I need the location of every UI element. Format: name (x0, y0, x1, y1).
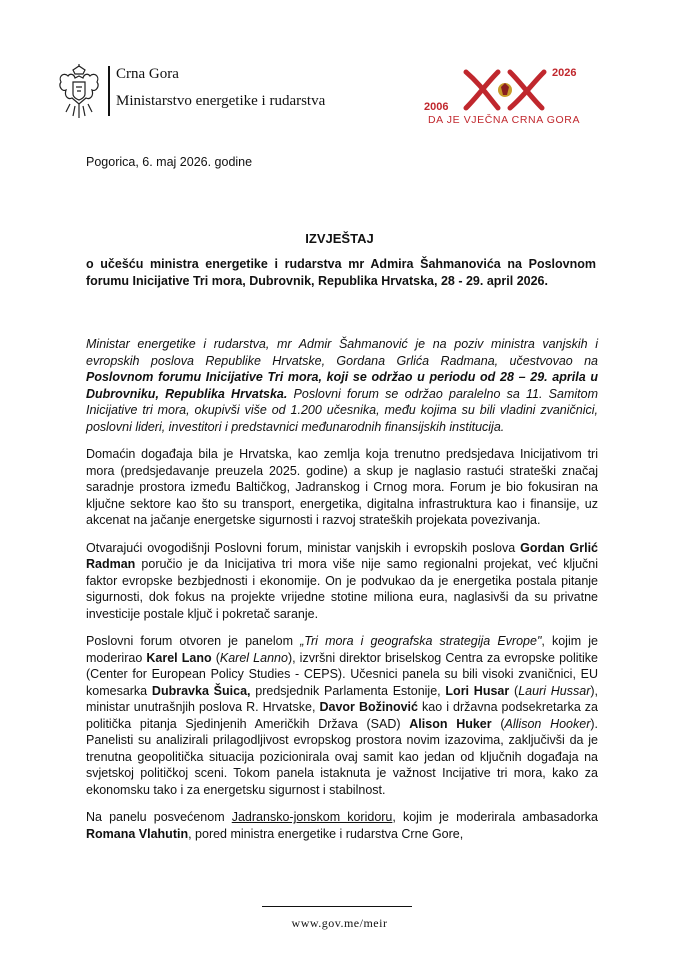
montenegro-coat-of-arms-icon (56, 64, 102, 122)
p4-t11: ( (509, 683, 519, 698)
document-subtitle: o učešću ministra energetike i rudarstva mr Admira Šahmanovića na Poslovnom forumu Inicijative Tri mora, Dubrovnik, Republika Hrvatska, 28 - 29. april 2026. (86, 257, 596, 288)
p4-name-lanno: Karel Lanno (219, 650, 288, 665)
p5-corridor-underlined: Jadransko-jonskom koridoru (231, 810, 393, 824)
p4-t5: ( (211, 650, 220, 665)
p5-text-a: Na panelu posvećenom (86, 810, 232, 824)
header-divider (108, 66, 110, 116)
paragraph-4 (86, 633, 598, 798)
p5-name-vlahutin: Romana Vlahutin (86, 826, 189, 841)
p4-t1: Poslovni forum otvoren je panelom (86, 634, 301, 648)
document-body (86, 336, 598, 853)
p4-t19: ). Panelisti su analizirali prilagodljivost evropskog prostora novim izazovima, zaključivši da je trenutna geopolitička situacija pozicionirala ovaj samit kao jedan od ključnih događaja na svjetskoj političkoj sceni. Tokom panela istaknuta je važnost Incijative tri mora, kako za ekonomsku tako i za energetsku sigurnost i stabilnost. (86, 716, 599, 797)
p4-name-hussar: Lauri Hussar (518, 683, 591, 698)
p4-t7: ), izvršni direktor briselskog Centra za evropske politike (Center for European Policy Studies - CEPS). Učesnici panela su bili visoki zvaničnici, EU komesarka (86, 650, 599, 698)
p4-t15: kao i državna podsekretarka za politička pitanja Sjedinjenih Američkih Država (SAD) (86, 700, 599, 731)
p4-name-suica: Dubravka Šuica, (151, 683, 251, 698)
p5-text-e: , pored ministra energetike i rudarstva Crne Gore, (188, 826, 464, 841)
p1-text-a: Ministar energetike i rudarstva, mr Admir Šahmanović je na poziv ministra vanjskih i evropskih poslova Republike Hrvatske, Gordana Grlića Radmana, učestvovao na (86, 337, 598, 368)
p4-name-husar: Lori Husar (445, 683, 510, 698)
p1-text-bold: Poslovnom forumu Inicijative Tri mora, koji se održao u periodu od 28 – 29. aprila u Dubrovniku, Republika Hrvatska. (86, 370, 598, 401)
p4-t9: predsjednik Parlamenta Estonije, (250, 683, 446, 698)
p4-t17: ( (491, 716, 505, 731)
p4-name-huker: Alison Huker (409, 716, 492, 731)
p3-text-a: Otvarajući ovogodišnji Poslovni forum, ministar vanjskih i evropskih poslova (86, 540, 521, 555)
paragraph-1 (86, 336, 598, 435)
document-title: IZVJEŠTAJ (305, 231, 374, 246)
p3-name-bold: Gordan Grlić Radman (86, 540, 599, 571)
p1-text-c: Poslovni forum se održao paralelno sa 11. Samitom Inicijative tri mora, okupivši više od 1.200 učesnika, među kojima su bili vladini zvaničnici, poslovni lideri, investitori i predstavnici međunarodnih finansijskih institucija. (86, 386, 598, 434)
footer-url[interactable]: www.gov.me/meir (291, 916, 388, 930)
p4-panel-title: „Tri mora i geografska strategija Evrope" (300, 634, 542, 648)
p3-text-c: poručio je da Inicijativa tri mora više nije samo regionalni projekat, već ključni faktor evropske bezbjednosti i ekonomije. On je podvukao da je energetika postala pitanje sigurnosti, dok fokus na projekte vrijedne stotine miliona eura, naglasivši da su privatne investicije postale ključ i pokretač saranje. (86, 557, 598, 621)
date-line: Pogorica, 6. maj 2026. godine (86, 155, 253, 169)
jubilee-year-end: 2026 (552, 67, 577, 79)
jubilee-tagline: DA JE VJEČNA CRNA GORA (428, 114, 581, 126)
p4-t13: ), ministar unutrašnjih poslova R. Hrvatske, (86, 683, 599, 714)
paragraph-3 (86, 540, 598, 623)
p5-text-c: , kojim je moderirala ambasadorka (392, 810, 598, 824)
p4-name-lano: Karel Lano (146, 650, 212, 665)
p4-name-hooker: Allison Hooker (504, 716, 591, 731)
header-country: Crna Gora (116, 66, 179, 82)
header-ministry: Ministarstvo energetike i rudarstva (116, 93, 326, 109)
p4-name-bozinovic: Davor Božinović (319, 700, 418, 714)
footer-divider (262, 906, 412, 907)
paragraph-2: Domaćin događaja bila je Hrvatska, kao zemlja koja trenutno predsjedava Inicijativom tri mora (predsjedavanje preuzela 2025. godine) a skup je naglasio rastući strateški značaj saradnje prostora između Baltičkog, Jadranskog i Crnog mora. Forum je bio fokusiran na ključne sektore kao što su transport, energetika, digitalna infrastruktura kao i finansije, uz akcenat na jačanje energetske sigurnosti i razvoj strateških projekata povezivanja. (86, 447, 598, 527)
jubilee-year-start: 2006 (424, 101, 449, 113)
p4-t3: , kojim je moderirao (86, 634, 598, 665)
paragraph-5 (86, 809, 598, 842)
